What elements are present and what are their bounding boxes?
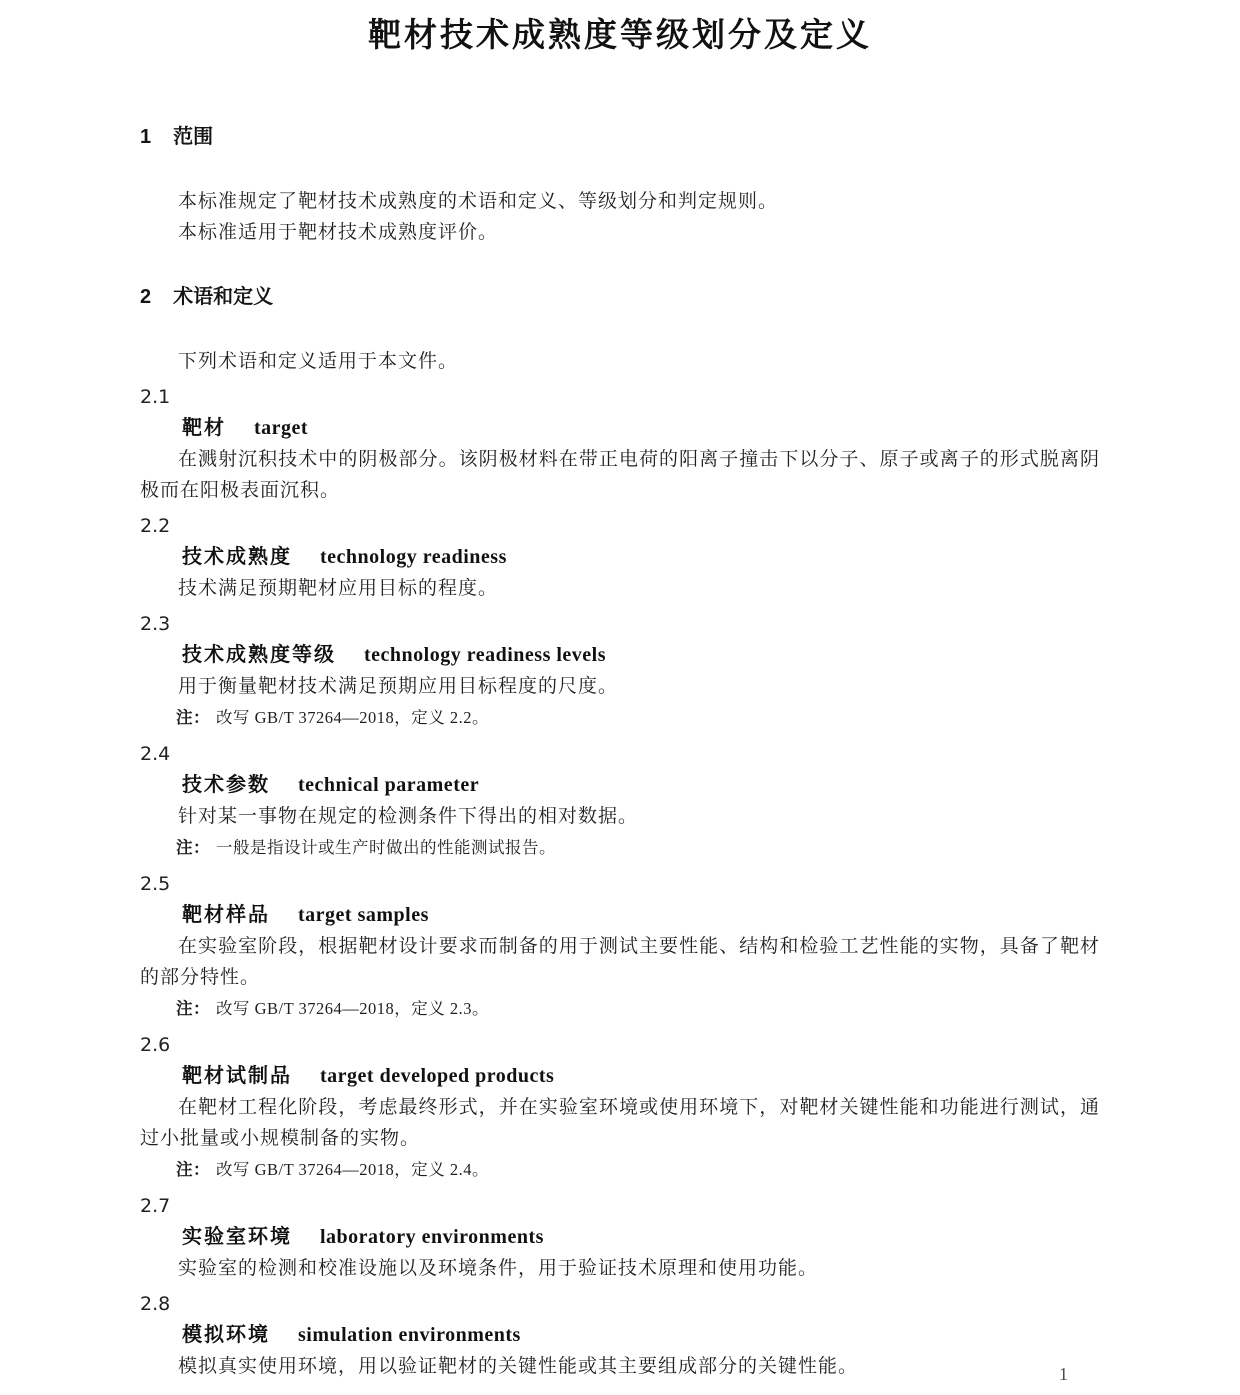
term-number: 2.3	[140, 613, 171, 635]
term-en: target developed products	[320, 1065, 555, 1087]
term-cn: 靶材试制品	[182, 1065, 292, 1087]
term-2-1	[140, 382, 1100, 506]
term-heading	[140, 413, 1100, 444]
note-text: 改写 GB/T 37264—2018，定义 2.2。	[216, 708, 490, 727]
term-note	[140, 1154, 1100, 1186]
term-definition: 实验室的检测和校准设施以及环境条件，用于验证技术原理和使用功能。	[178, 1258, 819, 1279]
term-number: 2.4	[140, 743, 171, 765]
term-definition: 针对某一事物在规定的检测条件下得出的相对数据。	[178, 806, 639, 827]
note-label: 注：	[176, 839, 210, 857]
term-cn: 技术成熟度等级	[182, 644, 336, 666]
term-cn: 靶材	[182, 417, 226, 439]
term-en: target samples	[298, 904, 429, 926]
term-number: 2.1	[140, 386, 171, 408]
term-en: technology readiness	[320, 546, 507, 568]
term-note	[140, 993, 1100, 1025]
term-en: technology readiness levels	[364, 644, 607, 666]
term-2-5	[140, 869, 1100, 1025]
section-2-heading	[140, 284, 1100, 310]
term-heading	[140, 542, 1100, 573]
term-cn: 技术成熟度	[182, 546, 292, 568]
term-definition: 用于衡量靶材技术满足预期应用目标程度的尺度。	[178, 676, 619, 697]
term-heading	[140, 1061, 1100, 1092]
term-definition: 在实验室阶段，根据靶材设计要求而制备的用于测试主要性能、结构和检验工艺性能的实物，具备了靶材的部分特性。	[140, 936, 1100, 988]
scope-paragraph-2: 本标准适用于靶材技术成熟度评价。	[178, 222, 499, 243]
term-en: simulation environments	[298, 1324, 521, 1346]
note-text: 一般是指设计或生产时做出的性能测试报告。	[216, 838, 556, 857]
term-definition: 在靶材工程化阶段，考虑最终形式，并在实验室环境或使用环境下，对靶材关键性能和功能进行测试，通过小批量或小规模制备的实物。	[140, 1097, 1100, 1149]
term-2-7	[140, 1191, 1100, 1284]
section-1-heading	[140, 124, 1100, 150]
term-heading	[140, 1222, 1100, 1253]
note-label: 注：	[176, 709, 210, 727]
term-2-8	[140, 1289, 1100, 1382]
term-note	[140, 702, 1100, 734]
section-scope	[140, 124, 1100, 248]
note-text: 改写 GB/T 37264—2018，定义 2.4。	[216, 1160, 490, 1179]
term-heading	[140, 1320, 1100, 1351]
page-title: 靶材技术成熟度等级划分及定义	[368, 16, 872, 53]
term-cn: 靶材样品	[182, 904, 270, 926]
term-heading	[140, 640, 1100, 671]
term-en: laboratory environments	[320, 1226, 544, 1248]
note-text: 改写 GB/T 37264—2018，定义 2.3。	[216, 999, 490, 1018]
term-2-3	[140, 609, 1100, 734]
term-cn: 实验室环境	[182, 1226, 292, 1248]
note-label: 注：	[176, 1000, 210, 1018]
term-heading	[140, 770, 1100, 801]
term-cn: 模拟环境	[182, 1324, 270, 1346]
term-2-6	[140, 1030, 1100, 1186]
term-cn: 技术参数	[182, 774, 270, 796]
term-number: 2.2	[140, 515, 171, 537]
term-definition: 模拟真实使用环境，用以验证靶材的关键性能或其主要组成部分的关键性能。	[178, 1356, 859, 1377]
term-heading	[140, 900, 1100, 931]
term-2-4	[140, 739, 1100, 864]
section-1-number: 1	[140, 126, 152, 148]
term-en: target	[254, 417, 309, 439]
term-number: 2.8	[140, 1293, 171, 1315]
section-terms	[140, 284, 1100, 1382]
page-number: 1	[1059, 1364, 1068, 1384]
term-2-2	[140, 511, 1100, 604]
term-note	[140, 832, 1100, 864]
term-definition: 在溅射沉积技术中的阴极部分。该阴极材料在带正电荷的阳离子撞击下以分子、原子或离子的形式脱离阴极而在阳极表面沉积。	[140, 449, 1100, 501]
term-number: 2.6	[140, 1034, 171, 1056]
terms-intro: 下列术语和定义适用于本文件。	[178, 351, 459, 372]
section-1-title: 范围	[173, 126, 214, 148]
term-number: 2.5	[140, 873, 171, 895]
term-en: technical parameter	[298, 774, 480, 796]
note-label: 注：	[176, 1161, 210, 1179]
section-2-number: 2	[140, 286, 152, 308]
term-number: 2.7	[140, 1195, 171, 1217]
term-definition: 技术满足预期靶材应用目标的程度。	[178, 578, 499, 599]
section-2-title: 术语和定义	[173, 286, 274, 308]
scope-paragraph-1: 本标准规定了靶材技术成熟度的术语和定义、等级划分和判定规则。	[178, 191, 779, 212]
